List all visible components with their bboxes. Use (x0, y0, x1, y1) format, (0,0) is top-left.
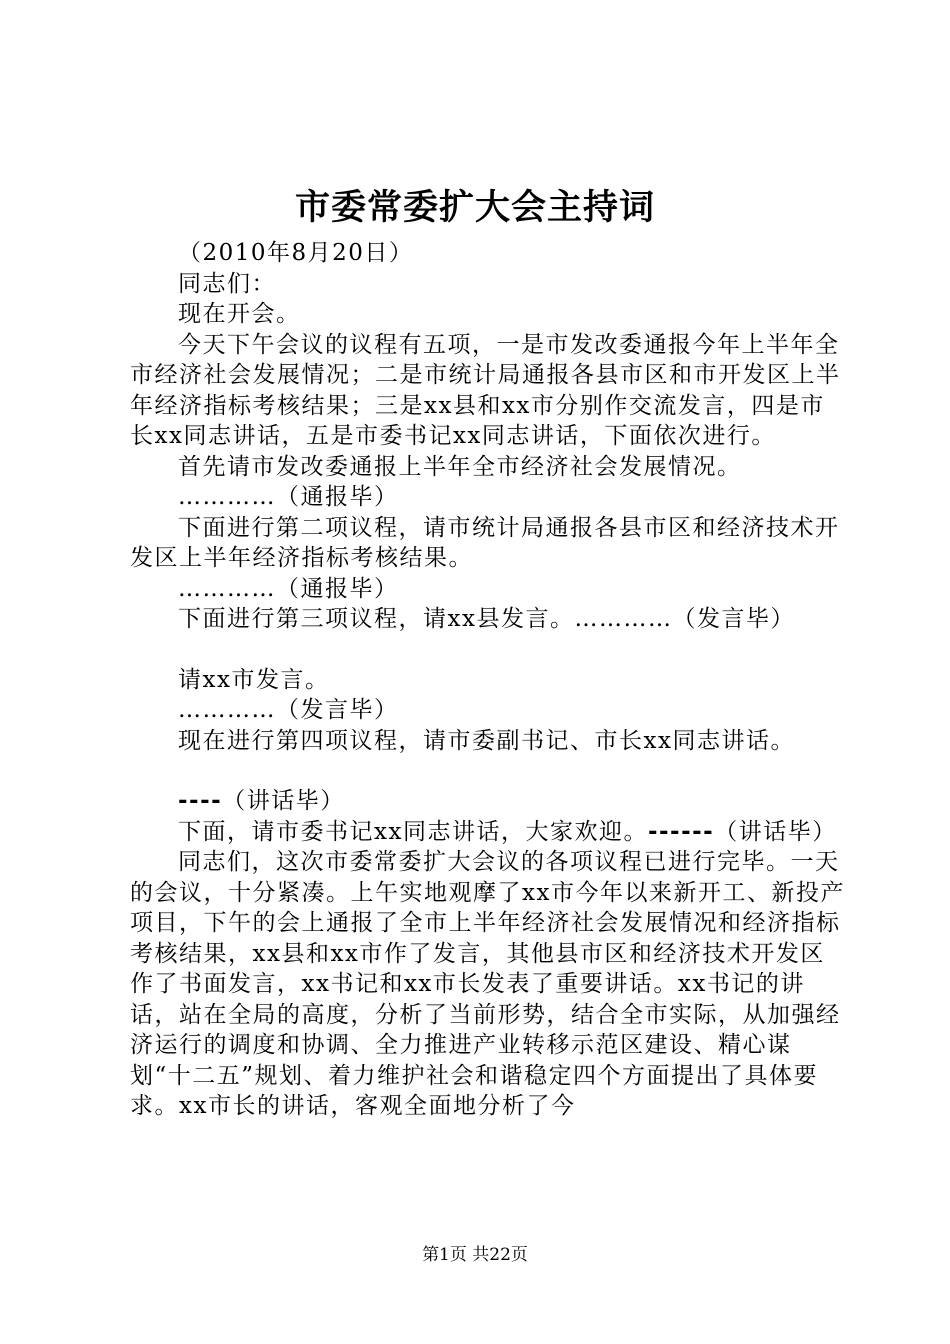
paragraph: 今天下午会议的议程有五项，一是市发改委通报今年上半年全市经济社会发展情况；二是市统计局通报各县市区和市开发区上半年经济指标考核结果；三是xx县和xx市分别作交流发言，四是市长xx同志讲话，五是市委书记xx同志讲话，下面依次进行。 (130, 331, 841, 449)
paragraph: 首先请市发改委通报上半年全市经济社会发展情况。 (178, 453, 742, 480)
paragraph: 现在进行第四项议程，请市委副书记、市长xx同志讲话。 (178, 727, 795, 754)
paragraph-text: （讲话毕） (222, 788, 345, 814)
date-line: （2010年8月20日） (178, 240, 414, 266)
paragraph-text: 下面，请市委书记xx同志讲话，大家欢迎。 (178, 818, 648, 845)
paragraph: 现在开会。 (178, 301, 301, 327)
page-footer: 第1页 共22页 (422, 1245, 528, 1265)
paragraph: 同志们，这次市委常委扩大会议的各项议程已进行完毕。一天的会议，十分紧凑。上午实地观摩了xx市今年以来新开工、新投产项目，下午的会上通报了全市上半年经济社会发展情况和经济指标考核结果，xx县和xx市作了发言，其他县市区和经济技术开发区作了书面发言，xx书记和xx市长发表了重要讲话。xx书记的讲话，站在全局的高度，分析了当前形势，结合全市实际，从加强经济运行的调度和协调、全力推进产业转移示范区建设、精心谋划“十二五”规划、着力维护社会和谐稳定四个方面提出了具体要求。xx市长的讲话，客观全面地分析了今 (130, 849, 845, 1119)
paragraph-text: （讲话毕） (714, 818, 837, 845)
document-body (130, 238, 845, 1122)
salutation: 同志们： (178, 270, 276, 297)
dash-mark: ------ (647, 818, 715, 845)
paragraph: 下面进行第二项议程，请市统计局通报各县市区和经济技术开发区上半年经济指标考核结果。 (130, 514, 840, 571)
paragraph (130, 786, 845, 817)
paragraph: …………（发言毕） (178, 697, 399, 723)
paragraph: 请xx市发言。 (178, 666, 330, 693)
document-title: 市委常委扩大会主持词 (294, 187, 655, 228)
paragraph: 下面进行第三项议程，请xx县发言。…………（发言毕） (178, 606, 795, 632)
paragraph (130, 817, 845, 848)
paragraph: …………（通报毕） (178, 575, 399, 602)
paragraph: …………（通报毕） (178, 484, 399, 510)
dash-mark: ---- (178, 788, 223, 814)
